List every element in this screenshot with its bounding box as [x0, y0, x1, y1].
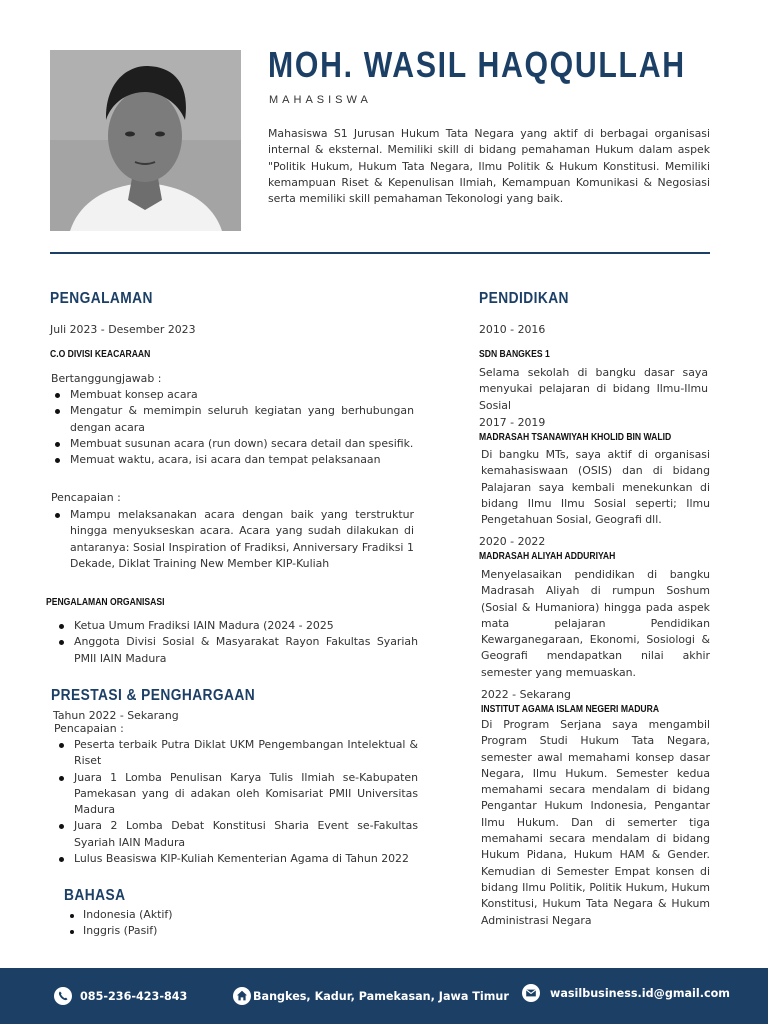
list-item: Mengatur & memimpin seluruh kegiatan yang berhubungan dengan acara — [50, 403, 414, 436]
education-school: INSTITUT AGAMA ISLAM NEGERI MADURA — [481, 704, 660, 715]
header-divider — [50, 252, 710, 254]
education-description: Di Program Serjana saya mengambil Program Studi Hukum Tata Negara, semester awal memahami konsep dasar Negara, Ilmu Hukum. Semester kedua memahami secara mendalam di bidang Pengantar Hukum Indonesia, Pengantar Ilmu Hukum. Dan di semerter tiga memahami secara mendalam di bidang Hukum Pidana, Hukum HAM & Gender. Kemudian di Semester Empat konsen di bidang Ilmu Politik, Politik Hukum, Hukum Konstitusi, Hukum Tata Negara & Hukum Administrasi Negara — [481, 718, 710, 927]
education-school: MADRASAH ALIYAH ADDURIYAH — [479, 551, 616, 562]
list-item: Juara 1 Lomba Penulisan Karya Tulis Ilmiah se-Kabupaten Pamekasan yang di adakan oleh Komisariat PMII Universitas Madura — [54, 770, 418, 819]
awards-heading: PRESTASI & PENGHARGAAN — [51, 687, 256, 704]
organization-heading: PENGALAMAN ORGANISASI — [46, 597, 165, 608]
email-address: wasilbusiness.id@gmail.com — [550, 986, 730, 1000]
candidate-name: MOH. WASIL HAQQULLAH — [268, 44, 686, 85]
education-description: Menyelasaikan pendidikan di bangku Madrasah Aliyah di rumpun Soshum (Sosial & Humaniora) hingga pada aspek mata pelajaran Pendidikan Kewarganegaraan, Ekonomi, Sosiologi & Geografi mendapatkan nilai akhir semester yang memuaskan. — [481, 568, 710, 679]
phone-contact[interactable] — [54, 968, 187, 1024]
education-school: SDN BANGKES 1 — [479, 349, 550, 360]
education-heading: PENDIDIKAN — [479, 290, 569, 307]
education-description: Di bangku MTs, saya aktif di organisasi kemahasiswaan (OSIS) dan di bidang Palajaran saya kembali menekunkan di bidang Ilmu Ilmu Sosial seperti; Ilmu Pengetahuan Sosial, Geografi dll. — [481, 448, 710, 527]
list-item: Juara 2 Lomba Debat Konstitusi Sharia Event se-Fakultas Syariah IAIN Madura — [54, 818, 418, 851]
list-item: Mampu melaksanakan acara dengan baik yang terstruktur hingga menyukseskan acara. Acara yang sudah dilakukan di antaranya: Sosial Inspiration of Fradiksi, Anniversary Fradiksi 1 Dekade, Diklat Training New Member KIP-Kuliah — [50, 507, 414, 572]
education-period: 2017 - 2019 — [479, 416, 546, 429]
phone-number: 085-236-423-843 — [80, 989, 188, 1003]
list-item: Indonesia (Aktif) — [67, 907, 267, 923]
list-item: Inggris (Pasif) — [67, 923, 267, 939]
list-item: Ketua Umum Fradiksi IAIN Madura (2024 - 2025 — [54, 618, 418, 634]
experience-role: C.O DIVISI KEACARAAN — [50, 349, 151, 360]
list-item: Anggota Divisi Sosial & Masyarakat Rayon Fakultas Syariah PMII IAIN Madura — [54, 634, 418, 667]
responsibilities-list — [50, 387, 414, 468]
list-item: Membuat susunan acara (run down) secara detail dan spesifik. — [50, 436, 414, 452]
list-item: Membuat konsep acara — [50, 387, 414, 403]
profile-summary: Mahasiswa S1 Jurusan Hukum Tata Negara yang aktif di berbagai organisasi internal & eksternal. Memiliki skill di bidang pemahaman Hukum dalam aspek "Politik Hukum, Hukum Tata Negara, Ilmu Politik & Hukum Konstitusi. Memiliki kemampuan Riset & Kepenulisan Ilmiah, Kemampuan Komunikasi & Negosiasi serta memiliki skill pemahaman Tekonologi yang baik. — [268, 127, 710, 206]
education-description: Selama sekolah di bangku dasar saya menyukai pelajaran di bidang Ilmu-Ilmu Sosial — [479, 366, 708, 412]
awards-period: Tahun 2022 - Sekarang — [53, 709, 179, 722]
awards-label: Pencapaian : — [54, 722, 124, 735]
languages-list — [67, 907, 267, 940]
contact-footer — [0, 968, 768, 1024]
education-period: 2010 - 2016 — [479, 323, 546, 336]
education-period: 2022 - Sekarang — [481, 688, 571, 701]
list-item: Lulus Beasiswa KIP-Kuliah Kementerian Agama di Tahun 2022 — [54, 851, 418, 867]
achievements-label: Pencapaian : — [51, 491, 121, 504]
profile-photo — [50, 50, 241, 231]
home-icon — [233, 987, 251, 1005]
awards-list — [54, 737, 418, 867]
responsibilities-label: Bertanggungjawab : — [51, 372, 162, 385]
education-period: 2020 - 2022 — [479, 535, 546, 548]
experience-achievements-list — [50, 507, 414, 572]
mail-icon — [522, 984, 540, 1002]
organization-list — [54, 618, 418, 667]
phone-icon — [54, 987, 72, 1005]
email-contact[interactable] — [522, 965, 730, 1021]
experience-period: Juli 2023 - Desember 2023 — [50, 323, 196, 336]
list-item: Memuat waktu, acara, isi acara dan tempat pelaksanaan — [50, 452, 414, 468]
address-contact — [233, 968, 509, 1024]
candidate-title: MAHASISWA — [269, 94, 372, 106]
languages-heading: BAHASA — [64, 887, 126, 904]
education-school: MADRASAH TSANAWIYAH KHOLID BIN WALID — [479, 432, 672, 443]
list-item: Peserta terbaik Putra Diklat UKM Pengembangan Intelektual & Riset — [54, 737, 418, 770]
address-text: Bangkes, Kadur, Pamekasan, Jawa Timur — [253, 989, 509, 1003]
experience-heading: PENGALAMAN — [50, 290, 153, 307]
